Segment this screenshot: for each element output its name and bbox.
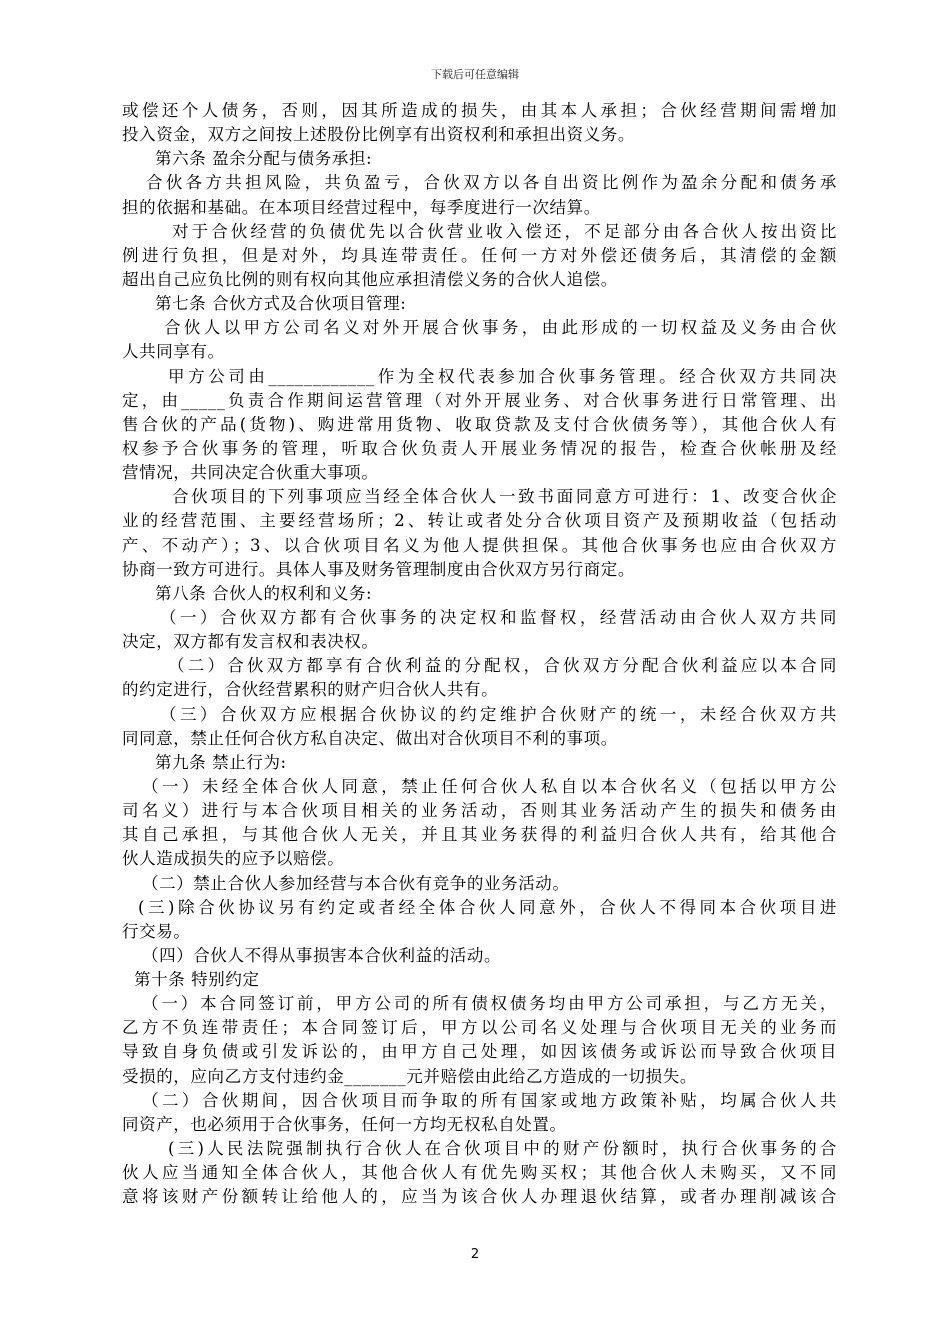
text-line: 定，由_____负责合作期间运营管理（对外开展业务、对合伙事务进行日常管理、出 [122,390,837,410]
section-heading: 第十条 特别约定 [134,970,260,990]
text-line: 意将该财产份额转让给他人的，应当为该合伙人办理退伙结算，或者办理削减该合 [122,1187,837,1207]
text-line: （三）合伙双方应根据合伙协议的约定维护合伙财产的统一，未经合伙双方共 [160,704,837,724]
text-line: 或偿还个人债务，否则，因其所造成的损失，由其本人承担；合伙经营期间需增加 [122,101,837,120]
text-line: 担的依据和基础。在本项目经营过程中，每季度进行一次结算。 [122,197,601,217]
text-line: (三)人民法院强制执行合伙人在合伙项目中的财产份额时，执行合伙事务的合 [168,1139,837,1159]
text-line: 业的经营范围、主要经营场所；2、转让或者处分合伙项目资产及预期收益（包括动 [122,511,837,531]
text-line: （四）合伙人不得从事损害本合伙利益的活动。 [142,945,502,965]
text-line: 对于合伙经营的负债优先以合伙营业收入偿还，不足部分由各合伙人按出资比 [172,221,837,241]
text-line: 合伙人以甲方公司名义对外开展合伙事务，由此形成的一切权益及义务由合伙 [164,318,837,338]
text-line: 甲方公司由____________作为全权代表参加合伙事务管理。经合伙双方共同决 [168,366,837,386]
text-line: 人共同享有。 [122,342,225,362]
text-line: (三)除合伙协议另有约定或者经全体合伙人同意外，合伙人不得同本合伙项目进 [138,897,837,917]
text-line: 伙人应当通知全体合伙人，其他合伙人有优先购买权；其他合伙人未购买，又不同 [122,1163,837,1183]
text-line: 伙人造成损失的应予以赔偿。 [122,849,345,869]
page-header: 下载后可任意编辑 [431,68,519,81]
text-line: 其自己承担，与其他合伙人无关，并且其业务获得的利益归合伙人共有，给其他合 [122,825,837,845]
text-line: 的约定进行，合伙经营累积的财产归合伙人共有。 [122,680,499,700]
text-line: 权参予合伙事务的管理，听取合伙负责人开展业务情况的报告，检查合伙帐册及经 [122,438,837,458]
text-line: 合伙各方共担风险，共负盈亏，合伙双方以各自出资比例作为盈余分配和债务承 [146,173,837,193]
text-line: （一）本合同签订前，甲方公司的所有债权债务均由甲方公司承担，与乙方无关， [142,994,837,1014]
text-line: （二）合伙双方都享有合伙利益的分配权，合伙双方分配合伙利益应以本合同 [168,656,837,676]
text-line: 合伙项目的下列事项应当经全体合伙人一致书面同意方可进行：1、改变合伙企 [172,487,837,507]
text-line: 行交易。 [122,921,191,941]
section-heading: 第八条 合伙人的权利和义务: [155,583,373,603]
text-line: （二）合伙期间，因合伙项目而争取的所有国家或地方政策补贴，均属合伙人共 [142,1090,837,1110]
text-line: 决定，双方都有发言权和表决权。 [122,632,379,652]
text-line: 司名义）进行与本合伙项目相关的业务活动，否则其业务活动产生的损失和债务由 [122,801,837,821]
text-line: 同资产，也必须用于合伙事务，任何一方均无权私自处置。 [122,1114,567,1134]
text-line: （一）合伙双方都有合伙事务的决定权和监督权，经营活动由合伙人双方共同 [160,607,837,627]
section-heading: 第九条 禁止行为: [155,752,287,772]
text-line: 超出自己应负比例的则有权向其他应承担清偿义务的合伙人追偿。 [122,269,618,289]
section-heading: 第七条 合伙方式及合伙项目管理: [155,294,407,314]
text-line: 产、不动产）；3、以合伙项目名义为他人提供担保。其他合伙事务也应由合伙双方 [122,535,837,555]
text-line: 同同意，禁止任何合伙方私自决定、做出对合伙项目不利的事项。 [122,728,618,748]
text-line: 受损的，应向乙方支付违约金_______元并赔偿由此给乙方造成的一切损失。 [122,1066,697,1086]
section-heading: 第六条 盈余分配与债务承担: [155,149,373,169]
text-line: 售合伙的产品(货物)、购进常用货物、收取贷款及支付合伙债务等），其他合伙人有 [122,414,837,434]
text-line: 营情况，共同决定合伙重大事项。 [122,463,379,483]
text-line: 投入资金，双方之间按上述股份比例享有出资权利和承担出资义务。 [122,125,635,145]
text-line: 例进行负担，但是对外，均具连带责任。任何一方对外偿还债务后，其清偿的金额 [122,245,837,265]
document-body [122,99,837,1209]
text-line: 乙方不负连带责任；本合同签订后，甲方以公司名义处理与合伙项目无关的业务而 [122,1018,837,1038]
text-line: 协商一致方可进行。具体人事及财务管理制度由合伙双方另行商定。 [122,559,635,579]
text-line: （一）未经全体合伙人同意，禁止任何合伙人私自以本合伙名义（包括以甲方公 [142,776,837,796]
text-line: （二）禁止合伙人参加经营与本合伙有竞争的业务活动。 [142,873,570,893]
text-line: 导致自身负债或引发诉讼的，由甲方自己处理，如因该债务或诉讼而导致合伙项目 [122,1042,837,1062]
page-number: 2 [470,1247,480,1262]
